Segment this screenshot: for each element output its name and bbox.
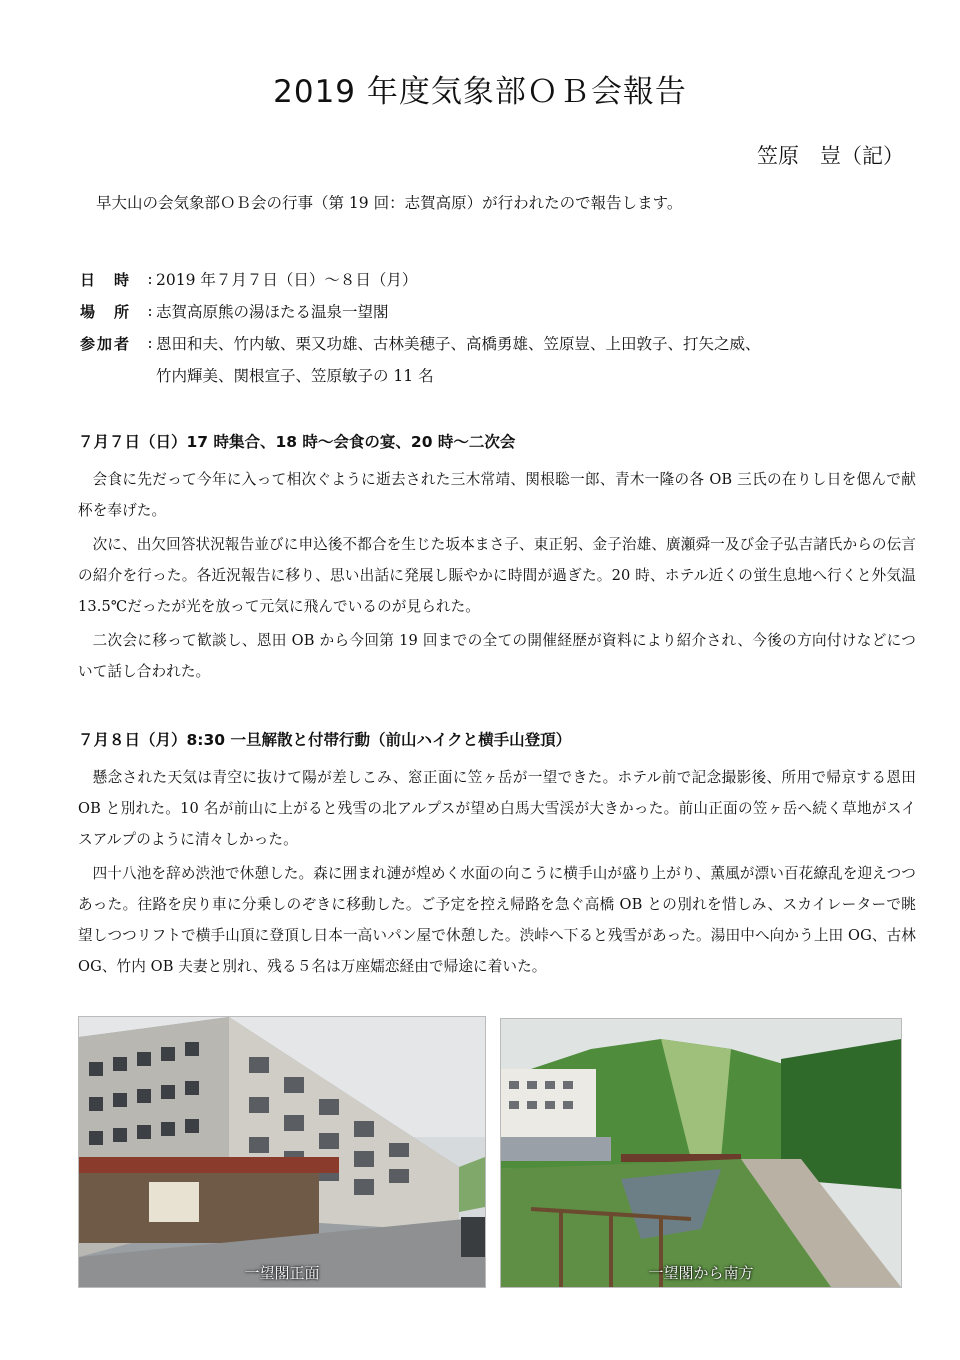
place-row — [80, 295, 761, 327]
photo-caption: 一望閣正面 — [244, 1264, 320, 1282]
colon: : — [147, 302, 153, 320]
place-label: 場 所 — [80, 302, 132, 321]
photo-caption: 一望閣から南方 — [648, 1264, 754, 1282]
day2-paragraph: 四十八池を辞め渋池で休憩した。森に囲まれ漣が煌めく水面の向こうに横手山が盛り上がり、薫風が漂い百花繚乱を迎えつつあった。往路を戻り車に分乗しのぞきに移動した。ご予定を控え帰路を急ぐ高橋 OB との別れを惜しみ、スカイレーターで眺望しつつリフトで横手山頂に登頂し日本一高いパン屋で休憩した。渋峠へ下ると残雪があった。湯田中へ向かう上田 OG、古林 OG、竹内 OB 夫妻と別れ、残る５名は万座嬬恋経由で帰途に着いた。 — [78, 865, 916, 975]
members-value-line1: 恩田和夫、竹内敏、栗又功雄、古林美穂子、高橋勇雄、笠原豈、上田敦子、打矢之威、 — [156, 335, 761, 353]
author-line: 笠原 豈（記） — [757, 144, 904, 168]
day1-paragraph: 会食に先だって今年に入って相次ぐように逝去された三木常靖、関根聡一郎、青木一隆の各 OB 三氏の在りし日を偲んで献杯を奉げた。 — [78, 471, 916, 519]
members-row — [80, 327, 761, 359]
view-south-image — [501, 1019, 901, 1287]
members-label: 参加者 — [80, 334, 132, 353]
photo-hotel-front — [78, 1016, 486, 1288]
members-value-line2: 竹内輝美、関根宣子、笠原敏子の 11 名 — [156, 367, 434, 385]
event-info — [80, 263, 761, 391]
photo-view-south — [500, 1018, 902, 1288]
place-value: 志賀高原熊の湯ほたる温泉一望閣 — [156, 303, 389, 321]
page-title: 2019 年度気象部ＯＢ会報告 — [273, 74, 687, 110]
day2-heading: ７月８日（月）8:30 一旦解散と付帯行動（前山ハイクと横手山登頂） — [78, 731, 572, 749]
colon: : — [147, 270, 153, 288]
date-label: 日 時 — [80, 270, 132, 289]
day2-section — [78, 726, 916, 985]
day2-paragraph: 懸念された天気は青空に抜けて陽が差しこみ、窓正面に笠ヶ岳が一望できた。ホテル前で記念撮影後、所用で帰京する恩田 OB と別れた。10 名が前山に上がると残雪の北アルプスが望め白馬大雪渓が大きかった。前山正面の笠ヶ岳へ続く草地がスイスアルプのように清々しかった。 — [78, 769, 916, 848]
date-row — [80, 263, 761, 295]
day1-section — [78, 428, 916, 690]
day1-heading: ７月７日（日）17 時集合、18 時～会食の宴、20 時～二次会 — [78, 433, 516, 451]
colon: : — [147, 334, 153, 352]
day1-paragraph: 二次会に移って歓談し、恩田 OB から今回第 19 回までの全ての開催経歴が資料により紹介され、今後の方向付けなどについて話し合われた。 — [78, 632, 916, 680]
intro-text: 早大山の会気象部ＯＢ会の行事（第 19 回：志賀高原）が行われたので報告します。 — [96, 194, 683, 212]
day1-paragraph: 次に、出欠回答状況報告並びに申込後不都合を生じた坂本まさ子、東正躬、金子治雄、廣瀬舜一及び金子弘吉諸氏からの伝言の紹介を行った。各近況報告に移り、思い出話に発展し賑やかに時間が過ぎた。20 時、ホテル近くの蛍生息地へ行くと外気温 13.5℃だったが光を放って元気に飛んでいるのが見られた。 — [78, 536, 916, 615]
date-value: 2019 年７月７日（日）～８日（月） — [156, 271, 418, 289]
hotel-front-image — [79, 1017, 485, 1287]
